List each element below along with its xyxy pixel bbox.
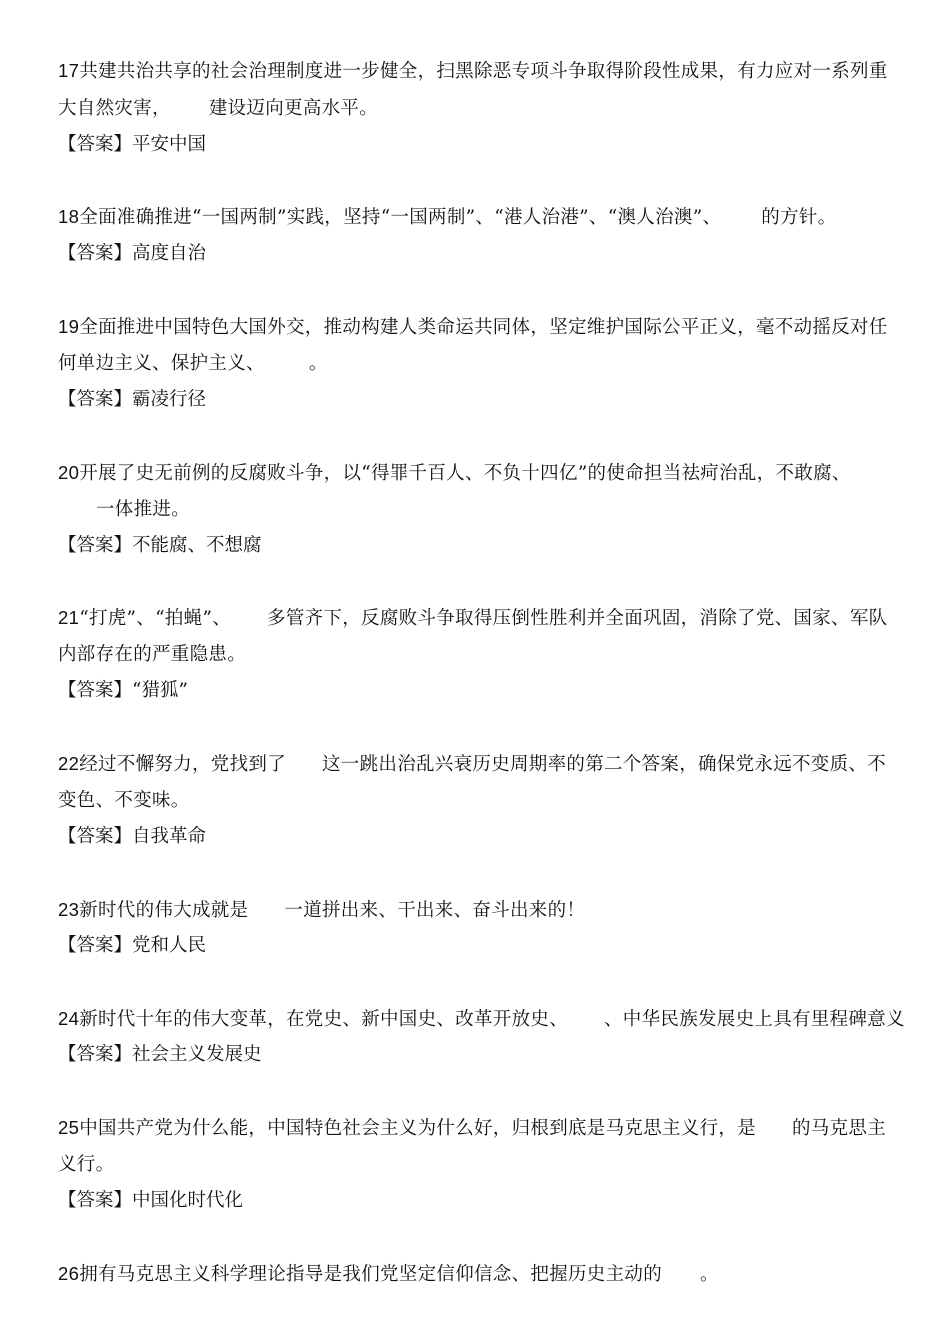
question-text: 这一跳出治乱兴衰历史周期率的第二个答案，确保党永远不变质、不 <box>322 754 887 775</box>
question-22-line-1 <box>58 751 898 778</box>
question-19-line-1 <box>58 314 898 341</box>
question-text: 新时代的伟大成就是 <box>79 900 249 921</box>
answer-label: 【答案】 <box>58 243 133 264</box>
question-text: 何单边主义、保护主义、 <box>58 353 265 374</box>
question-text: 。 <box>700 1264 719 1285</box>
question-text: 大自然灾害， <box>58 98 171 119</box>
question-text: 开展了史无前例的反腐败斗争，以“得罪千百人、不负十四亿”的使命担当祛疴治乱，不敢腐、 <box>79 463 851 484</box>
question-text: 多管齐下，反腐败斗争取得压倒性胜利并全面巩固，消除了党、国家、军队 <box>267 608 888 629</box>
question-text: 全面推进中国特色大国外交，推动构建人类命运共同体，坚定维护国际公平正义，毫不动摇反对任 <box>79 317 888 338</box>
question-20-line-1 <box>58 460 898 487</box>
answer-18 <box>58 241 206 267</box>
question-number: 20 <box>58 462 80 483</box>
question-23-line-1 <box>58 897 898 924</box>
answer-text: “猎狐” <box>132 680 188 701</box>
question-text: 全面准确推进“一国两制”实践，坚持“一国两制”、“港人治港”、“澳人治澳”、 <box>79 207 722 228</box>
question-text: 经过不懈努力，党找到了 <box>79 754 286 775</box>
answer-17 <box>58 132 206 158</box>
question-22-line-2 <box>58 788 898 814</box>
question-number: 26 <box>58 1263 80 1284</box>
answer-text: 自我革命 <box>132 826 207 847</box>
question-number: 17 <box>58 60 80 81</box>
question-number: 18 <box>58 206 80 227</box>
question-text: 变色、不变味。 <box>58 790 190 811</box>
question-text: 。 <box>308 353 328 374</box>
answer-21 <box>58 678 188 704</box>
question-text: 新时代十年的伟大变革，在党史、新中国史、改革开放史、 <box>79 1009 568 1030</box>
answer-text: 社会主义发展史 <box>132 1044 262 1065</box>
question-17-line-2 <box>58 96 898 122</box>
question-text: 的方针。 <box>761 207 837 228</box>
answer-23 <box>58 933 206 959</box>
question-text: 内部存在的严重隐患。 <box>58 644 247 665</box>
answer-label: 【答案】 <box>58 389 133 410</box>
answer-label: 【答案】 <box>58 680 133 701</box>
answer-text: 高度自治 <box>132 243 207 264</box>
question-18-line-1 <box>58 204 898 231</box>
question-text: 中国共产党为什么能，中国特色社会主义为什么好，归根到底是马克思主义行，是 <box>79 1118 756 1139</box>
question-20-line-2 <box>58 497 898 523</box>
question-text: 、中华民族发展史上具有里程碑意义 <box>604 1009 905 1030</box>
question-26-line-1 <box>58 1261 898 1288</box>
question-25-line-2 <box>58 1152 898 1178</box>
answer-24 <box>58 1042 262 1068</box>
question-text: 共建共治共享的社会治理制度进一步健全，扫黑除恶专项斗争取得阶段性成果，有力应对一系列重 <box>79 61 888 82</box>
question-text: 义行。 <box>58 1154 115 1175</box>
answer-22 <box>58 824 206 850</box>
answer-label: 【答案】 <box>58 134 133 155</box>
answer-label: 【答案】 <box>58 1190 133 1211</box>
answer-label: 【答案】 <box>58 826 133 847</box>
answer-text: 不能腐、不想腐 <box>132 535 262 556</box>
question-text: 拥有马克思主义科学理论指导是我们党坚定信仰信念、把握历史主动的 <box>79 1264 662 1285</box>
question-number: 23 <box>58 899 80 920</box>
question-24-line-1 <box>58 1006 905 1033</box>
question-number: 24 <box>58 1008 80 1029</box>
question-number: 21 <box>58 607 80 628</box>
question-text: 建设迈向更高水平。 <box>208 98 379 119</box>
answer-20 <box>58 533 262 559</box>
question-text: 的马克思主 <box>792 1118 887 1139</box>
answer-label: 【答案】 <box>58 935 133 956</box>
question-25-line-1 <box>58 1115 898 1142</box>
answer-label: 【答案】 <box>58 535 133 556</box>
question-text: 一道拼出来、干出来、奋斗出来的！ <box>284 900 586 921</box>
answer-text: 霸凌行径 <box>132 389 207 410</box>
answer-text: 中国化时代化 <box>132 1190 244 1211</box>
question-19-line-2 <box>58 351 898 377</box>
question-number: 22 <box>58 753 80 774</box>
question-text: 一体推进。 <box>96 499 191 520</box>
question-21-line-1 <box>58 605 898 632</box>
question-17-line-1 <box>58 58 898 85</box>
answer-label: 【答案】 <box>58 1044 133 1065</box>
question-text: “打虎”、“拍蝇”、 <box>79 608 232 629</box>
question-21-line-2 <box>58 642 898 668</box>
answer-text: 党和人民 <box>132 935 207 956</box>
answer-19 <box>58 387 206 413</box>
answer-25 <box>58 1188 243 1214</box>
question-number: 19 <box>58 316 80 337</box>
question-number: 25 <box>58 1117 80 1138</box>
answer-text: 平安中国 <box>132 134 207 155</box>
